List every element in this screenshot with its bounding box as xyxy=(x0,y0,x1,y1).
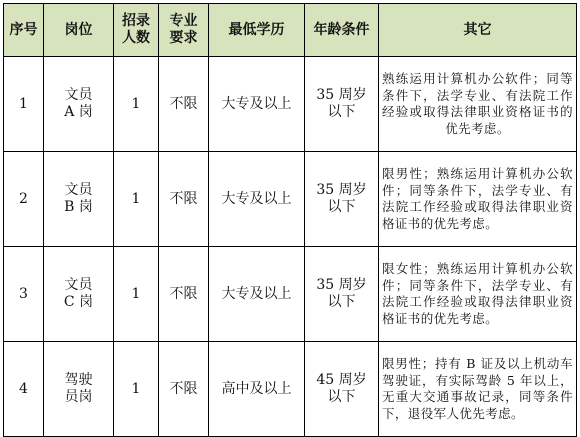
header-seq: 序号 xyxy=(4,4,44,57)
cell-quota: 1 xyxy=(114,57,159,152)
header-quota: 招录 人数 xyxy=(114,4,159,57)
cell-notes: 熟练运用计算机办公软件；同等条件下，法学专业、有法院工作经验或取得法律职业资格证书的优先考虑。 xyxy=(379,57,577,152)
cell-education: 大专及以上 xyxy=(209,57,305,152)
header-position: 岗位 xyxy=(44,4,114,57)
cell-quota: 1 xyxy=(114,342,159,437)
cell-major: 不限 xyxy=(159,152,209,247)
table-row xyxy=(4,342,577,437)
header-row xyxy=(4,4,577,57)
cell-age: 35 周岁 以下 xyxy=(305,57,379,152)
header-age: 年龄条件 xyxy=(305,4,379,57)
cell-position: 驾驶 员岗 xyxy=(44,342,114,437)
cell-position: 文员 C 岗 xyxy=(44,247,114,342)
recruitment-table xyxy=(3,3,577,437)
cell-quota: 1 xyxy=(114,152,159,247)
cell-seq: 2 xyxy=(4,152,44,247)
cell-major: 不限 xyxy=(159,57,209,152)
cell-notes: 限男性；熟练运用计算机办公软件；同等条件下，法学专业、有法院工作经验或取得法律职业资格证书的优先考虑。 xyxy=(379,152,577,247)
header-other: 其它 xyxy=(379,4,577,57)
cell-major: 不限 xyxy=(159,247,209,342)
cell-seq: 1 xyxy=(4,57,44,152)
cell-age: 35 周岁 以下 xyxy=(305,247,379,342)
cell-quota: 1 xyxy=(114,247,159,342)
table-row xyxy=(4,57,577,152)
header-major: 专业 要求 xyxy=(159,4,209,57)
cell-education: 高中及以上 xyxy=(209,342,305,437)
cell-education: 大专及以上 xyxy=(209,152,305,247)
cell-age: 35 周岁 以下 xyxy=(305,152,379,247)
table-row xyxy=(4,152,577,247)
header-education: 最低学历 xyxy=(209,4,305,57)
cell-education: 大专及以上 xyxy=(209,247,305,342)
cell-seq: 4 xyxy=(4,342,44,437)
cell-position: 文员 A 岗 xyxy=(44,57,114,152)
cell-notes: 限男性；持有 B 证及以上机动车驾驶证，有实际驾龄 5 年以上，无重大交通事故记录，同等条件下，退役军人优先考虑。 xyxy=(379,342,577,437)
cell-notes: 限女性；熟练运用计算机办公软件；同等条件下，法学专业、有法院工作经验或取得法律职业资格证书的优先考虑。 xyxy=(379,247,577,342)
cell-seq: 3 xyxy=(4,247,44,342)
cell-major: 不限 xyxy=(159,342,209,437)
cell-position: 文员 B 岗 xyxy=(44,152,114,247)
recruitment-table-wrapper xyxy=(3,3,577,437)
cell-age: 45 周岁 以下 xyxy=(305,342,379,437)
table-row xyxy=(4,247,577,342)
